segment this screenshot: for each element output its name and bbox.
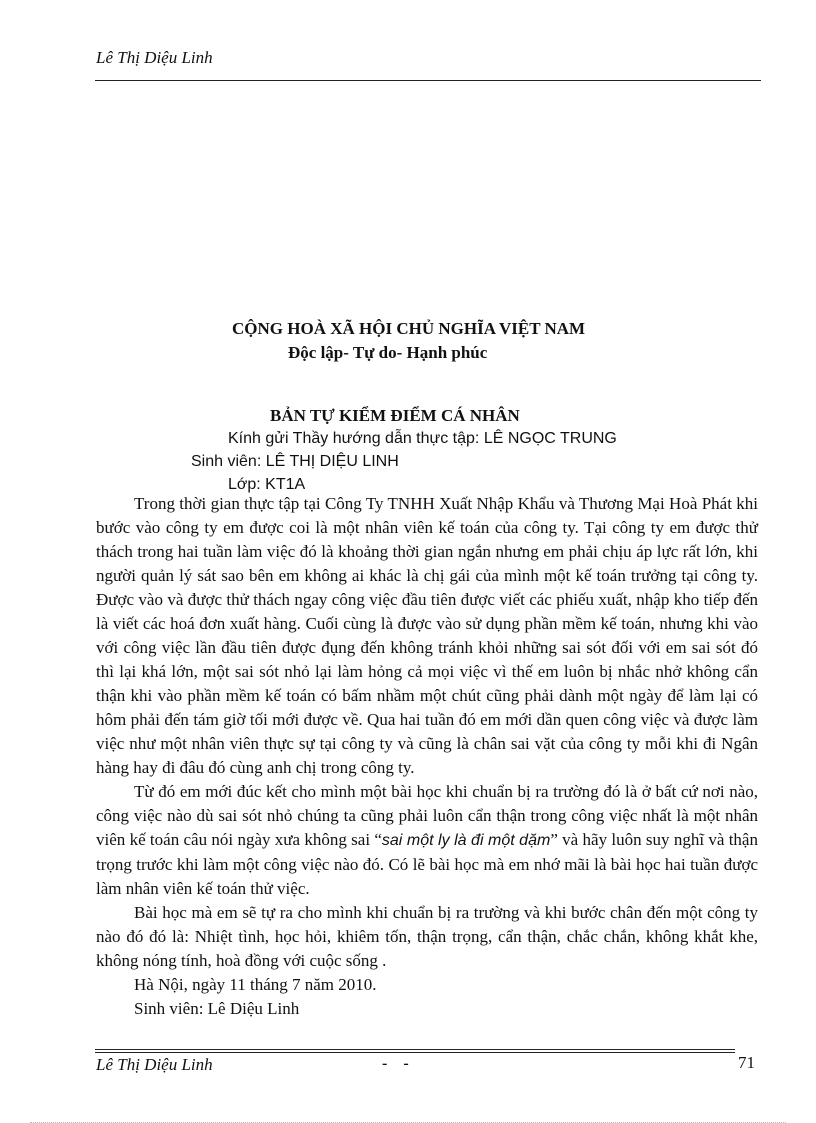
header-author: Lê Thị Diệu Linh: [96, 48, 213, 67]
national-title: CỘNG HOÀ XÃ HỘI CHỦ NGHĨA VIỆT NAM: [232, 319, 586, 338]
document-body: [96, 492, 758, 1021]
student-line: Sinh viên: LÊ THỊ DIỆU LINH: [191, 453, 399, 470]
signature-line: Sinh viên: Lê Diệu Linh: [134, 999, 300, 1018]
motto: Độc lập- Tự do- Hạnh phúc: [288, 343, 488, 362]
footer-rule-bottom: [95, 1052, 735, 1053]
report-title: BẢN TỰ KIỂM ĐIỂM CÁ NHÂN: [270, 406, 520, 425]
footer-dashes: - -: [382, 1055, 415, 1072]
addressee-line: Kính gửi Thầy hướng dẫn thực tập: LÊ NGỌC TRUNG: [228, 430, 617, 447]
class-line: Lớp: KT1A: [228, 476, 306, 493]
date-line: Hà Nội, ngày 11 tháng 7 năm 2010.: [134, 975, 377, 994]
paragraph-2-quote: sai một ly là đi một dặm: [381, 832, 551, 849]
paragraph-1: Trong thời gian thực tập tại Công Ty TNHH Xuất Nhập Khẩu và Thương Mại Hoà Phát khi bước vào công ty em được coi là một nhân viên kế toán của công ty. Tại công ty em được thử thách trong hai tuần làm việc đó là khoảng thời gian ngắn nhưng em phải chịu áp lực rất lớn, khi người quản lý sát sao bên em không ai khác là chị gái của mình một kế toán trưởng tại công ty. Được vào và được thử thách ngay công việc đầu tiên được viết các phiếu xuất, nhập kho tiếp đến là viết các hoá đơn xuất hàng. Cuối cùng là được vào sử dụng phần mềm kế toán, nhưng khi vào với công việc lần đầu tiên được đụng đến không tránh khỏi những sai sót đối với em sai sót đó thì lại khá lớn, một sai sót nhỏ lại làm hỏng cả mọi việc vì thế em luôn bị nhắc nhở không cẩn thận khi vào phần mềm kế toán có bấm nhầm một chút cũng phải dành một ngày để làm lại có hôm phải đến tám giờ tối mới được về. Qua hai tuần đó em mới dần quen công việc và được làm việc như một nhân viên thực sự tại công ty và cũng là chân sai vặt của công ty mỗi khi đi Ngân hàng hay đi đâu đó cùng anh chị trong công ty.: [96, 494, 758, 777]
page-number: 71: [738, 1053, 755, 1072]
paragraph-2-before: Từ đó em mới đúc kết cho mình một bài học khi chuẩn bị ra trường đó là ở bất cứ nơi nào, công việc nào dù sai sót nhỏ chúng ta cũng phải luôn cẩn thận trong công việc nhất là một nhân viên kế toán câu nói ngày xưa không sai “: [96, 782, 758, 849]
paragraph-2: [96, 780, 758, 901]
paragraph-2-after: ” và hãy luôn suy nghĩ và thận trọng trước khi làm một công việc nào đó. Có lẽ bài học mà em nhớ mãi là bài học hai tuần được làm nhân viên kế toán thử việc.: [96, 830, 758, 898]
header-rule: [95, 80, 761, 81]
footer-author: Lê Thị Diệu Linh: [96, 1055, 213, 1074]
paragraph-3: Bài học mà em sẽ tự ra cho mình khi chuẩn bị ra trường và khi bước chân đến một công ty nào đó đó là: Nhiệt tình, học hỏi, khiêm tốn, thận trọng, cẩn thận, chắc chắn, không khắt khe, không nóng tính, hoà đồng với cuộc sống .: [96, 903, 758, 970]
footer-rule-top: [95, 1049, 735, 1050]
